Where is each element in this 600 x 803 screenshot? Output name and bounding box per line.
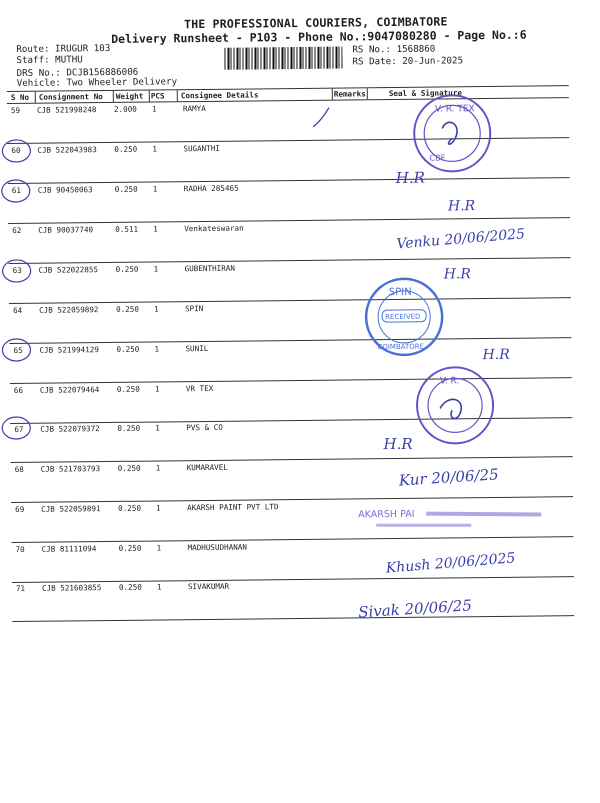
header-consignee: Consignee Details — [180, 90, 259, 101]
stamp-text: V. R. — [439, 376, 460, 387]
row-consignee: RADHA 285465 — [183, 183, 239, 194]
drs-number: DRS No.: DCJB156886006 — [16, 66, 139, 79]
handwritten-initials: H.R — [395, 168, 425, 187]
row-consignee: SUGANTHI — [183, 143, 220, 154]
row-consignment-no: CJB 521994129 — [39, 345, 99, 355]
stamp-text: SPIN — [388, 286, 412, 299]
header-pcs: PCS — [150, 91, 165, 101]
row-sno: 70 — [15, 544, 25, 554]
row-consignment-no: CJB 521703793 — [40, 464, 101, 474]
handwritten-initials: H.R — [443, 266, 471, 283]
spin-received-stamp — [366, 279, 443, 356]
handwritten-initials: H.R — [447, 198, 476, 215]
row-circle-mark — [2, 417, 30, 439]
row-weight: 0.250 — [115, 264, 139, 274]
row-consignment-no: CJB 522079464 — [39, 385, 100, 395]
vehicle-label: Vehicle: Two Wheeler Delivery — [16, 76, 178, 89]
row-consignment-no: CJB 521998248 — [36, 105, 97, 115]
row-sno: 60 — [11, 145, 21, 156]
row-sno: 69 — [15, 504, 25, 514]
handwritten-initials: H.R — [383, 434, 413, 454]
row-sno: 64 — [12, 305, 23, 315]
row-sno: 59 — [10, 105, 21, 116]
company-title: THE PROFESSIONAL COURIERS, COIMBATORE — [183, 14, 448, 32]
row-sno: 63 — [12, 265, 22, 276]
row-sno: 68 — [14, 464, 24, 474]
row-consignment-no: CJB 81111094 — [41, 544, 97, 554]
row-pcs: 1 — [156, 582, 162, 592]
row-weight: 0.250 — [116, 344, 140, 354]
row-consignment-no: CJB 522022855 — [38, 265, 99, 275]
row-weight: 0.250 — [114, 144, 138, 154]
handwritten-initials: H.R — [482, 346, 510, 364]
row-pcs: 1 — [153, 304, 159, 314]
stamp-text: V. R. TEX — [434, 104, 475, 115]
vr-tex-stamp — [414, 95, 491, 172]
route-label: Route: IRUGUR 103 — [16, 42, 111, 55]
row-pcs: 1 — [155, 423, 160, 433]
row-consignee: MADHUSUDHANAN — [187, 542, 248, 553]
row-pcs: 1 — [156, 543, 162, 553]
row-circle-mark — [2, 339, 30, 361]
header-seal: Seal & Signature — [388, 88, 462, 99]
row-pcs: 1 — [151, 104, 157, 114]
row-sno: 65 — [13, 345, 23, 355]
row-consignment-no: CJB 522043983 — [37, 145, 97, 155]
row-consignee: RAMYA — [182, 103, 206, 114]
row-consignee: Venkateswaran — [184, 223, 244, 234]
staff-label: Staff: MUTHU — [16, 54, 83, 66]
row-consignee: PVS & CO — [186, 422, 223, 433]
row-pcs: 1 — [152, 144, 157, 154]
vr-tex-stamp-2 — [417, 367, 494, 444]
row-consignee: SPIN — [184, 304, 204, 314]
row-weight: 0.511 — [115, 224, 139, 234]
row-consignment-no: CJB 90450063 — [37, 185, 93, 195]
handwritten-signature: Kur 20/06/25 — [398, 465, 500, 490]
row-pcs: 1 — [156, 503, 161, 513]
row-pcs: 1 — [152, 184, 158, 194]
row-consignment-no: CJB 90037740 — [38, 225, 94, 235]
row-consignment-no: CJB 522079372 — [40, 424, 100, 434]
row-consignee: SUNIL — [185, 343, 209, 354]
header-sno: S No — [10, 92, 30, 103]
row-circle-mark — [2, 140, 30, 162]
handwritten-signature: Sivak 20/06/25 — [357, 596, 473, 622]
handwritten-signature: Venku 20/06/2025 — [395, 226, 526, 253]
akarsh-stamp-smudge — [376, 524, 471, 526]
row-sno: 66 — [13, 385, 24, 395]
row-weight: 0.250 — [118, 503, 142, 513]
header-remarks: Remarks — [333, 89, 366, 99]
stamp-text: RECEIVED — [385, 312, 421, 322]
row-sno: 62 — [12, 225, 22, 236]
row-pcs: 1 — [153, 224, 158, 234]
row-weight: 0.250 — [115, 304, 139, 314]
row-weight: 0.250 — [114, 184, 138, 194]
row-circle-mark — [2, 180, 30, 202]
row-pcs: 1 — [153, 264, 159, 274]
stamp-text: COIMBATORE — [377, 342, 425, 352]
row-consignment-no: CJB 522059892 — [38, 305, 99, 315]
row-pcs: 1 — [155, 463, 161, 473]
row-weight: 2.000 — [113, 104, 137, 114]
stamp-text: CBE — [429, 153, 446, 163]
row-weight: 0.250 — [116, 384, 140, 394]
row-consignment-no: CJB 521603855 — [41, 583, 102, 593]
row-sno: 71 — [15, 583, 26, 593]
row-consignee: VR TEX — [185, 383, 214, 394]
runsheet-title: Delivery Runsheet - P103 - Phone No.:9047080280 - Page No.:6 — [111, 27, 527, 46]
remarks-tick-mark — [313, 108, 329, 127]
akarsh-stamp-text: AKARSH PAI — [358, 508, 415, 521]
header-weight: Weight — [115, 91, 144, 101]
row-weight: 0.250 — [117, 423, 141, 433]
row-sno: 67 — [14, 424, 24, 434]
row-weight: 0.250 — [118, 543, 142, 553]
row-consignment-no: CJB 522059891 — [41, 504, 101, 514]
row-consignee: AKARSH PAINT PVT LTD — [187, 502, 279, 513]
row-consignee: SIVAKUMAR — [187, 581, 230, 592]
akarsh-stamp-smudge — [426, 512, 541, 515]
rs-date: RS Date: 20-Jun-2025 — [352, 55, 464, 68]
row-consignee: GUBENTHIRAN — [184, 263, 235, 274]
row-pcs: 1 — [154, 344, 160, 354]
header-consignment: Consignment No — [38, 92, 103, 102]
row-consignee: KUMARAVEL — [186, 462, 228, 473]
handwritten-signature: Khush 20/06/2025 — [385, 550, 516, 577]
rs-number: RS No.: 1568860 — [352, 43, 436, 56]
row-circle-mark — [3, 260, 31, 282]
row-weight: 0.250 — [117, 463, 141, 473]
row-weight: 0.250 — [118, 582, 142, 592]
row-pcs: 1 — [154, 384, 160, 394]
row-sno: 61 — [11, 185, 21, 196]
